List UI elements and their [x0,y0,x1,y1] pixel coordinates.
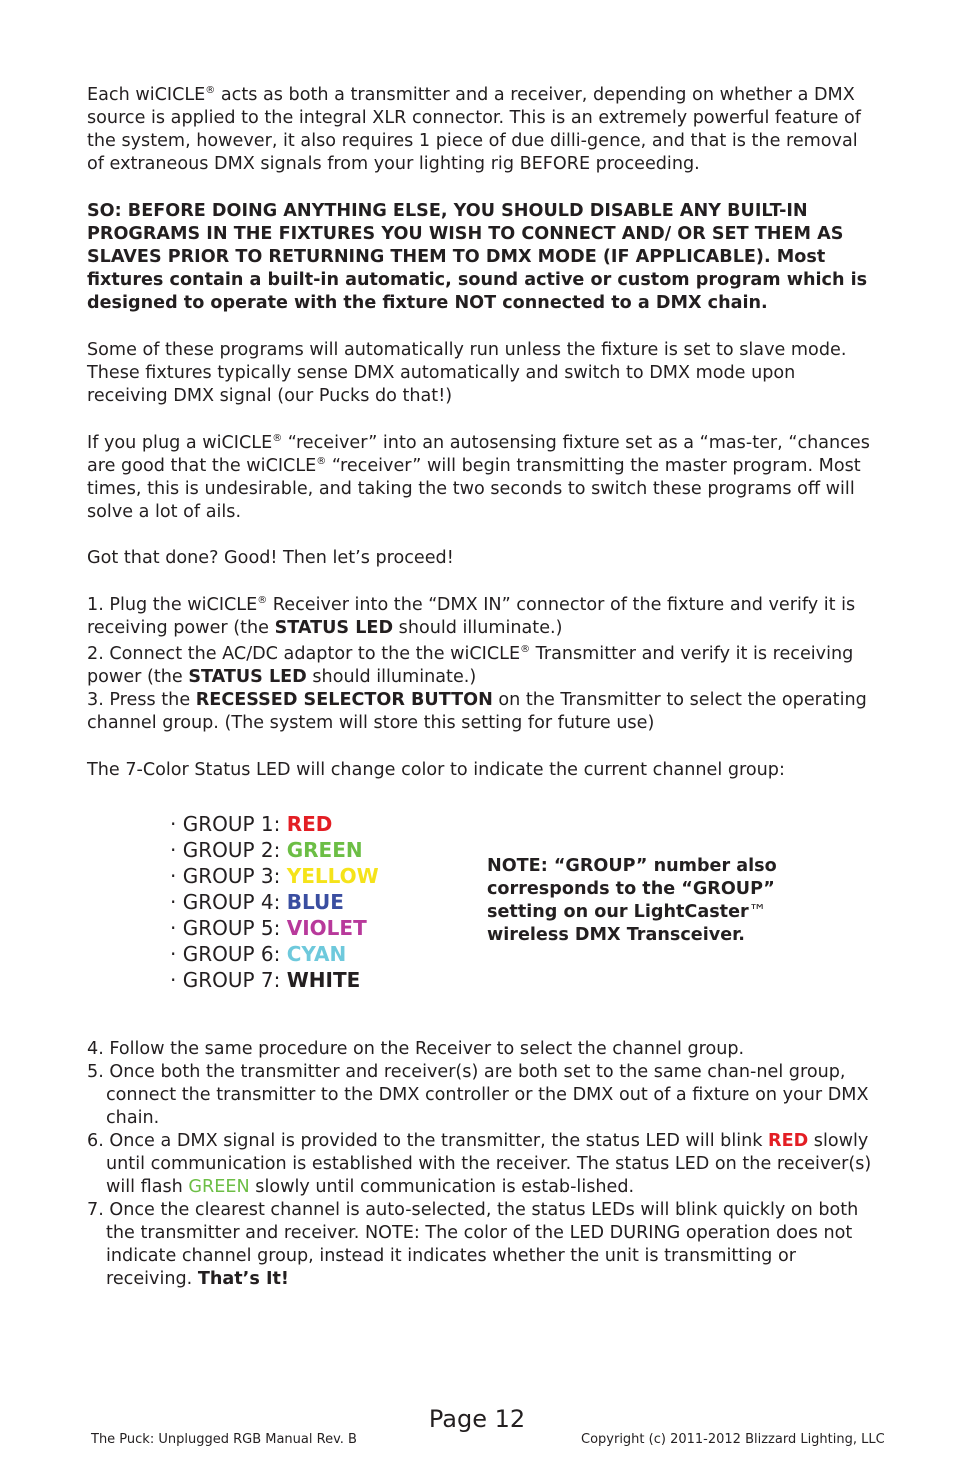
channel-groups-section [87,805,877,1015]
page-number: Page 12 [428,1405,526,1433]
group-label: · GROUP 7: [170,968,287,992]
setup-steps [87,594,877,735]
group-color-name: BLUE [286,890,344,914]
group-item [170,889,379,915]
autosensing-text-b: “receiver” into an autosensing fixture set as a “mas-ter, “chances are good that the wiCICLE [87,433,870,476]
step-3 [87,689,877,735]
item-7-text: 7. Once the clearest channel is auto-selected, the status LEDs will blink quickly on both the transmitter and receiver. NOTE: The color of the LED DURING operation does not indicate channel group, instead it indicates whether the unit is transmitting or receiving. [87,1200,859,1289]
step-1-text-a: 1. Plug the wiCICLE [87,595,258,615]
group-item [170,967,379,993]
group-label: · GROUP 5: [170,916,287,940]
intro-text-a: Each wiCICLE [87,85,206,105]
group-note [487,855,807,947]
group-color-name: YELLOW [286,864,379,888]
group-label: · GROUP 1: [170,812,287,836]
thats-it-label: That’s It! [197,1269,289,1289]
green-label: GREEN [188,1177,250,1197]
group-color-name: RED [286,812,333,836]
warning-paragraph: SO: BEFORE DOING ANYTHING ELSE, YOU SHOULD DISABLE ANY BUILT-IN PROGRAMS IN THE FIXTURES YOU WISH TO CONNECT AND/ OR SET THEM AS SLAVES PRIOR TO RETURNING THEM TO DMX MODE (IF APPLICABLE). Most fixtures contain a built-in automatic, sound active or custom program which is designed to operate with the fixture NOT connected to a DMX chain. [87,201,868,313]
list-item [87,1199,877,1291]
group-item [170,915,379,941]
registered-mark: ® [520,644,531,656]
group-item [170,941,379,967]
step-1-text-c: should illuminate.) [393,618,563,638]
footer-manual-title: The Puck: Unplugged RGB Manual Rev. B [91,1432,357,1447]
item-6-text-a: 6. Once a DMX signal is provided to the transmitter, the status LED will blink [87,1131,769,1151]
red-label: RED [768,1131,809,1151]
step-1-text-b: Receiver into the “DMX IN” connector of the fixture and verify it is receiving power (the [87,595,856,638]
group-color-name: VIOLET [286,916,367,940]
trademark-mark: ™ [748,902,767,922]
group-color-name: GREEN [286,838,363,862]
step-2-text-c: should illuminate.) [306,667,477,687]
step-3-bold: RECESSED SELECTOR BUTTON [195,690,493,710]
list-item: 5. Once both the transmitter and receiver(s) are both set to the same chan-nel group, connect the transmitter to the DMX controller or the DMX out of a fixture on your DMX chain. [87,1062,869,1128]
intro-paragraph [87,84,877,176]
group-item [170,863,379,889]
step-1-bold: STATUS LED [274,618,394,638]
step-1 [87,594,877,640]
proceed-paragraph: Got that done? Good! Then let’s proceed! [87,548,454,568]
slave-mode-paragraph: Some of these programs will automatically run unless the fixture is set to slave mode. These fixtures typically sense DMX automatically and switch to DMX mode upon receiving DMX signal (our Pucks do that!) [87,340,847,406]
registered-mark: ® [316,456,327,468]
group-label: · GROUP 6: [170,942,287,966]
registered-mark: ® [205,85,216,97]
group-color-name: CYAN [286,942,347,966]
step-3-text-a: 3. Press the [87,690,196,710]
step-2-text-b: Transmitter and verify it is receiving power (the [87,644,854,687]
channel-group-list [170,811,379,993]
item-6-text-c: slowly until communication is estab-lished. [249,1177,635,1197]
registered-mark: ® [257,595,268,607]
autosensing-text-c: “receiver” will begin transmitting the master program. Most times, this is undesirable, and taking the two seconds to switch these programs off will solve a lot of ails. [87,456,861,522]
group-label: · GROUP 2: [170,838,287,862]
step-3-text-b: on the Transmitter to select the operating channel group. (The system will store this setting for future use) [87,690,867,733]
group-color-name: WHITE [286,968,361,992]
autosensing-text-a: If you plug a wiCICLE [87,433,273,453]
list-item [87,1130,877,1199]
intro-text-b: acts as both a transmitter and a receiver, depending on whether a DMX source is applied to the integral XLR connector. This is an extremely powerful feature of the system, however, it also requires 1 piece of due dilli-gence, and that is the removal of extraneous DMX signals from your lighting rig BEFORE proceeding. [87,85,862,174]
step-2 [87,643,877,689]
manual-page-body [87,84,877,1291]
step-2-bold: STATUS LED [188,667,307,687]
registered-mark: ® [272,433,283,445]
group-label: · GROUP 3: [170,864,287,888]
procedure-list [87,1038,877,1291]
step-2-text-a: 2. Connect the AC/DC adaptor to the the wiCICLE [87,644,521,664]
group-item [170,837,379,863]
note-text-a: NOTE: “GROUP” number also corresponds to the “GROUP” setting on our LightCaster [487,856,777,922]
status-led-paragraph: The 7-Color Status LED will change color to indicate the current channel group: [87,760,785,780]
list-item: 4. Follow the same procedure on the Receiver to select the channel group. [87,1039,745,1059]
item-6-text-b: slowly until communication is established with the receiver. The status LED on the receiver(s) will flash [106,1131,872,1197]
footer-copyright: Copyright (c) 2011-2012 Blizzard Lighting, LLC [581,1432,885,1447]
group-item [170,811,379,837]
autosensing-paragraph [87,432,877,524]
note-text-b: wireless DMX Transceiver. [487,925,745,945]
group-label: · GROUP 4: [170,890,287,914]
